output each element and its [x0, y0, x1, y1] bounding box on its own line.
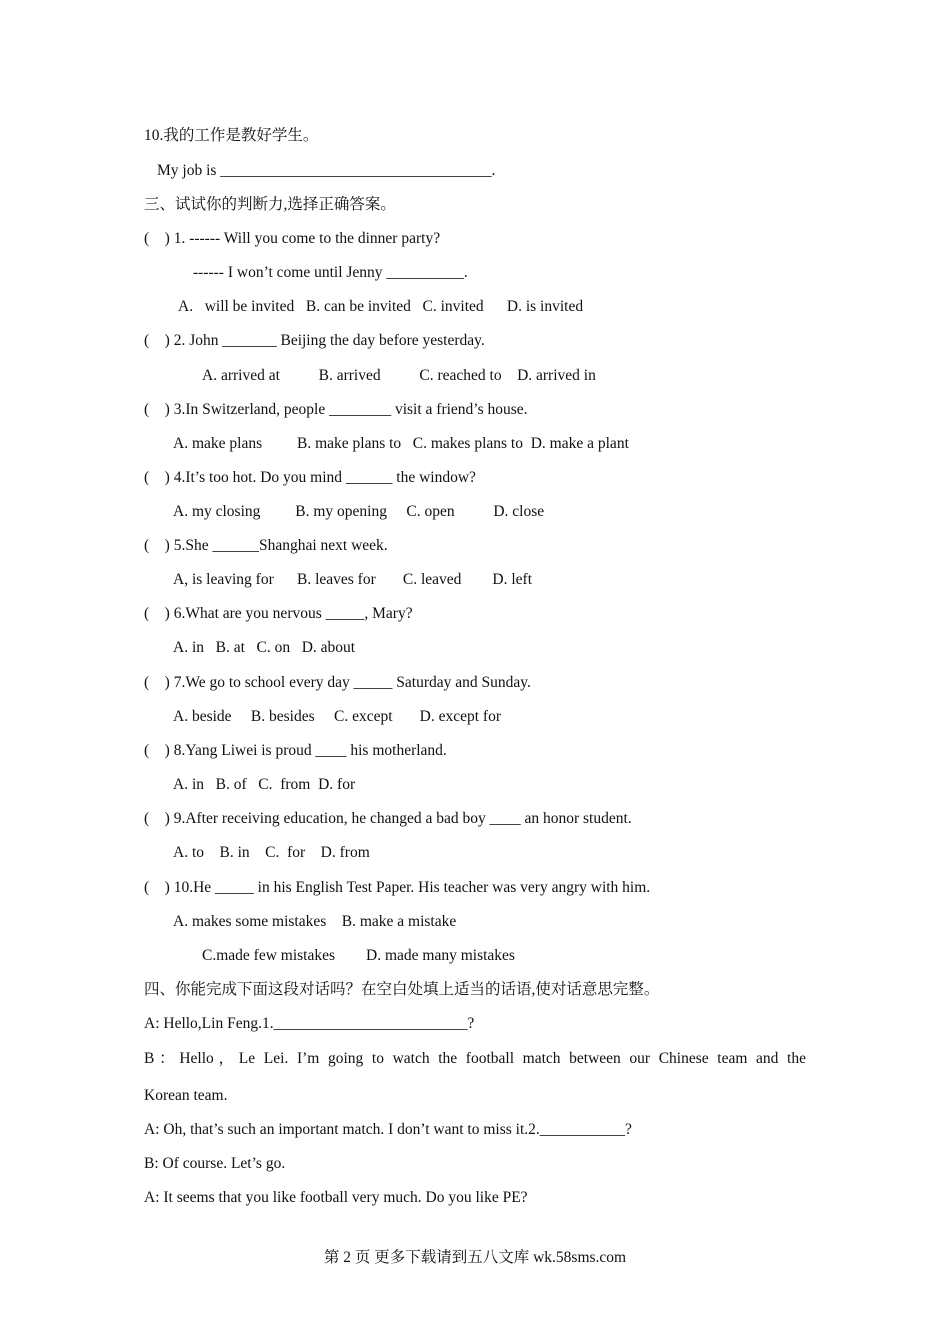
- mc-question-9-options: A. to B. in C. for D. from: [173, 844, 370, 861]
- section-4-heading: 四、你能完成下面这段对话吗？在空白处填上适当的话语,使对话意思完整。: [144, 981, 660, 998]
- mc-question-8: ( ) 8.Yang Liwei is proud ____ his motherland.: [144, 742, 447, 759]
- mc-question-6: ( ) 6.What are you nervous _____, Mary?: [144, 605, 413, 622]
- mc-question-1-reply: ------ I won’t come until Jenny __________.: [193, 264, 468, 281]
- page-footer: 第 2 页 更多下载请到五八文库 wk.58sms.com: [323, 1249, 627, 1266]
- question-10-chinese: 10.我的工作是教好学生。: [144, 127, 319, 144]
- dialogue-line-b2: B: Of course. Let’s go.: [144, 1155, 286, 1172]
- mc-question-2: ( ) 2. John _______ Beijing the day before yesterday.: [144, 332, 485, 349]
- mc-question-9: ( ) 9.After receiving education, he changed a bad boy ____ an honor student.: [144, 810, 632, 827]
- dialogue-line-a3: A: It seems that you like football very much. Do you like PE?: [144, 1189, 528, 1206]
- dialogue-line-a1: A: Hello,Lin Feng.1._________________________?: [144, 1015, 475, 1032]
- mc-question-3-options: A. make plans B. make plans to C. makes plans to D. make a plant: [173, 435, 629, 452]
- mc-question-4: ( ) 4.It’s too hot. Do you mind ______ the window?: [144, 469, 476, 486]
- mc-question-7-options: A. beside B. besides C. except D. except for: [173, 708, 502, 725]
- mc-question-7: ( ) 7.We go to school every day _____ Saturday and Sunday.: [144, 674, 531, 691]
- dialogue-line-b1-cont: Korean team.: [144, 1087, 228, 1104]
- mc-question-5: ( ) 5.She ______Shanghai next week.: [144, 537, 388, 554]
- mc-question-4-options: A. my closing B. my opening C. open D. close: [173, 503, 545, 520]
- question-10-answer-line: My job is ___________________________________.: [157, 162, 496, 179]
- mc-question-3: ( ) 3.In Switzerland, people ________ visit a friend’s house.: [144, 401, 528, 418]
- dialogue-line-a2: A: Oh, that’s such an important match. I don’t want to miss it.2.___________?: [144, 1121, 632, 1138]
- mc-question-10-options-ab: A. makes some mistakes B. make a mistake: [173, 913, 457, 930]
- mc-question-6-options: A. in B. at C. on D. about: [173, 639, 356, 656]
- mc-question-1-options: A. will be invited B. can be invited C. invited D. is invited: [178, 298, 584, 315]
- mc-question-1: ( ) 1. ------ Will you come to the dinner party?: [144, 230, 441, 247]
- section-3-heading: 三、试试你的判断力,选择正确答案。: [144, 196, 396, 213]
- mc-question-10-options-cd: C.made few mistakes D. made many mistakes: [202, 947, 515, 964]
- mc-question-5-options: A, is leaving for B. leaves for C. leaved D. left: [173, 571, 532, 588]
- mc-question-2-options: A. arrived at B. arrived C. reached to D. arrived in: [202, 367, 596, 384]
- dialogue-line-b1: B：Hello，Le Lei. I’m going to watch the football match between our Chinese team and the: [144, 1050, 806, 1067]
- mc-question-8-options: A. in B. of C. from D. for: [173, 776, 356, 793]
- mc-question-10: ( ) 10.He _____ in his English Test Paper. His teacher was very angry with him.: [144, 879, 651, 896]
